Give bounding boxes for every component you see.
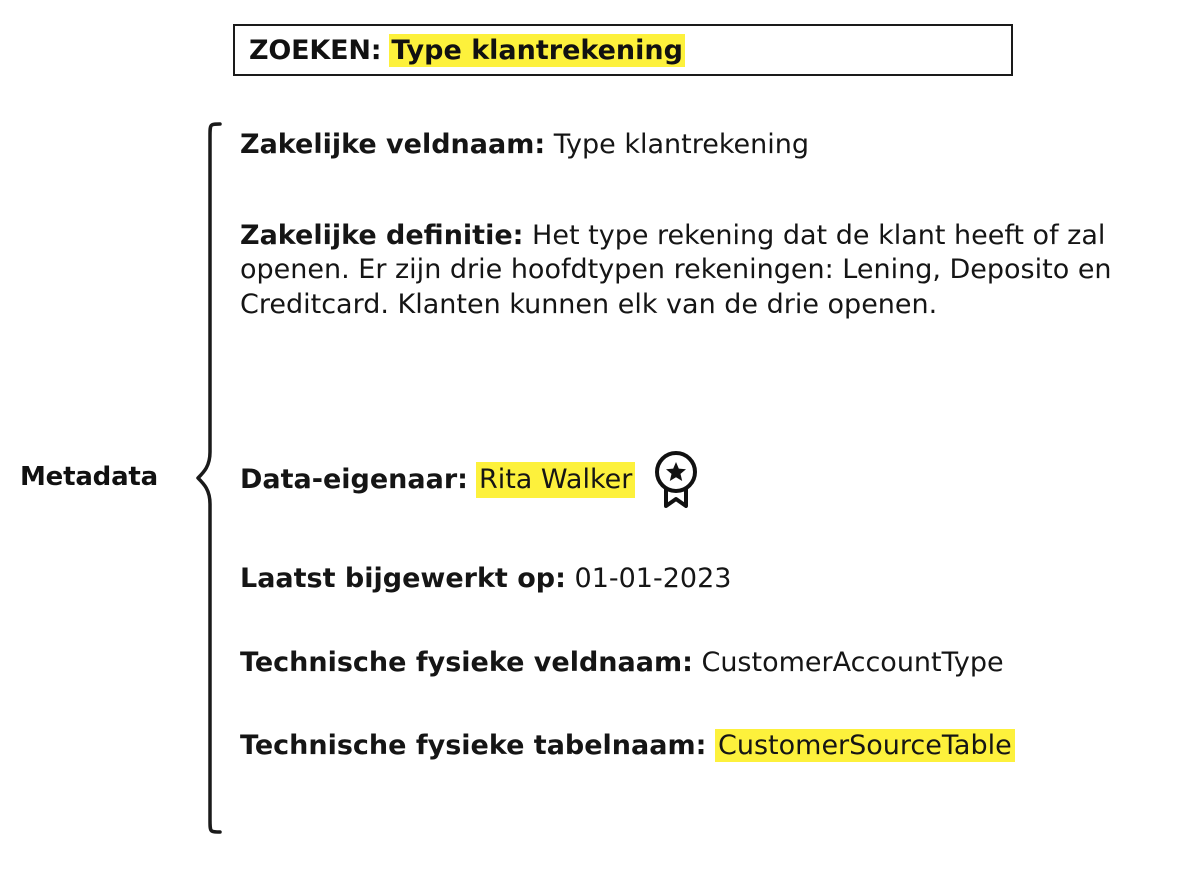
metadata-bracket-label: Metadata <box>20 462 159 492</box>
business-definition-label: Zakelijke definitie: <box>240 219 524 251</box>
technical-table-name-value: CustomerSourceTable <box>715 729 1015 762</box>
business-field-name-value: Type klantrekening <box>553 129 809 160</box>
technical-table-name-label: Technische fysieke tabelnaam: <box>240 729 707 761</box>
row-technical-table-name <box>240 729 1180 764</box>
business-definition-value: Het type rekening dat de klant heeft of zal openen. Er zijn drie hoofdtypen rekeningen: Lening, Deposito en Creditcard. Klanten kunnen elk van de drie openen. <box>240 219 1112 320</box>
data-owner-label: Data-eigenaar: <box>240 463 468 495</box>
search-label: ZOEKEN: <box>249 34 382 66</box>
technical-field-name-label: Technische fysieke veldnaam: <box>240 647 693 679</box>
row-business-field-name <box>240 128 1180 163</box>
last-updated-label: Laatst bijgewerkt op: <box>240 562 566 594</box>
row-last-updated <box>240 562 1180 597</box>
row-business-definition <box>240 219 1170 323</box>
data-owner-value: Rita Walker <box>476 462 635 499</box>
metadata-content <box>240 128 1180 763</box>
search-box[interactable] <box>233 24 1013 76</box>
metadata-bracket <box>196 122 222 834</box>
technical-field-name-value: CustomerAccountType <box>701 647 1004 679</box>
last-updated-value: 01-01-2023 <box>574 562 732 594</box>
row-technical-field-name <box>240 646 1180 681</box>
business-field-name-label: Zakelijke veldnaam: <box>240 129 546 160</box>
bracket-icon <box>196 122 222 834</box>
row-data-owner <box>240 446 1180 514</box>
search-query-value: Type klantrekening <box>391 34 683 66</box>
award-badge-icon <box>653 450 699 518</box>
